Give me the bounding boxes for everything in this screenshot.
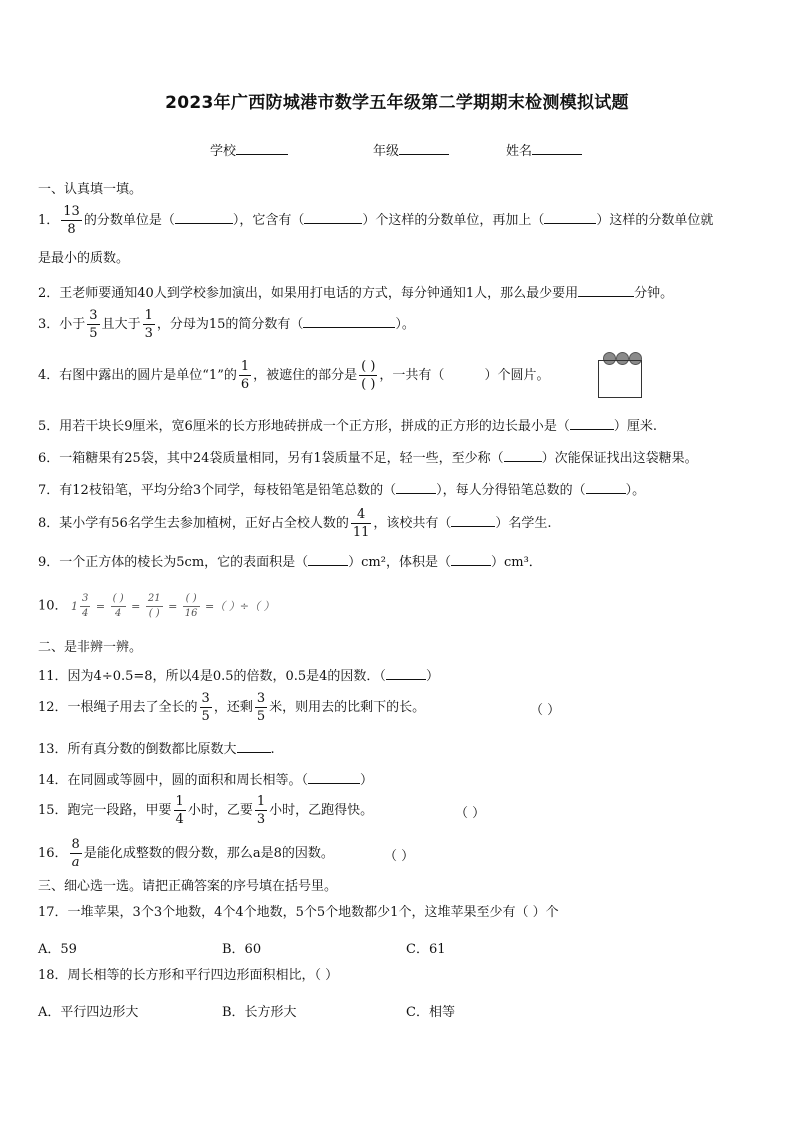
answer-blank[interactable]: [544, 211, 596, 224]
fraction-3-5: $\frac{3}{5}$: [256, 691, 266, 724]
question-2: 2．王老师要通知40人到学校参加演出，如果用打电话的方式，每分钟通知1人，那么最少要用 分钟。: [38, 286, 674, 301]
answer-blank[interactable]: [303, 315, 395, 328]
fraction-1-3: $\frac{1}{3}$: [144, 308, 153, 341]
option-b[interactable]: B．长方形大: [222, 1005, 297, 1020]
fraction-1-6: $\frac{1}{6}$: [240, 359, 250, 392]
grade-field: [373, 140, 449, 159]
fraction-13-8: $\frac{13}{8}$: [63, 204, 80, 237]
fraction-1-4: $\frac{1}{4}$: [175, 794, 184, 827]
question-1: 1． $\frac{13}{8}$ 的分数单位是（ ），它含有（ ）个这样的分数单位，再加上（ ）这样的分数单位就: [38, 204, 714, 237]
question-8: 8．某小学有56名学生去参加植树，正好占全校人数的 $\frac{4}{11}$ ，该校共有（ ）名学生.: [38, 507, 552, 540]
answer-blank[interactable]: [386, 667, 426, 680]
mixed-fraction: $\frac{3}{4}$: [82, 593, 89, 619]
question-17: 17．一堆苹果，3个3个地数，4个4个地数，5个5个地数都少1个，这堆苹果至少有（ ）个: [38, 905, 559, 920]
answer-blank[interactable]: [451, 553, 491, 566]
fraction-3-5: $\frac{3}{5}$: [89, 308, 98, 341]
blank-fraction[interactable]: $\frac{21}{( )}$: [147, 593, 161, 619]
answer-blank[interactable]: [304, 211, 362, 224]
school-blank[interactable]: [236, 142, 288, 155]
school-field: [210, 140, 288, 159]
name-blank[interactable]: [532, 142, 582, 155]
name-label: 姓名: [506, 144, 533, 159]
judge-paren[interactable]: （ ）: [455, 806, 486, 821]
answer-blank[interactable]: [308, 553, 348, 566]
question-18: 18．周长相等的长方形和平行四边形面积相比，（ ）: [38, 968, 339, 983]
question-12: 12．一根绳子用去了全长的 $\frac{3}{5}$ ，还剩 $\frac{3}{5}$ 米，则用去的比剩下的长。: [38, 691, 426, 724]
grade-label: 年级: [373, 144, 400, 159]
section-2-heading: 二、是非辨一辨。: [38, 640, 143, 655]
option-a[interactable]: A．平行四边形大: [38, 1005, 139, 1020]
judge-paren[interactable]: （ ）: [384, 849, 415, 864]
answer-blank[interactable]: [308, 771, 360, 784]
answer-blank[interactable]: [570, 417, 614, 430]
question-4: 4．右图中露出的圆片是单位“1”的 $\frac{1}{6}$ ，被遮住的部分是 $\frac{( )}{( )}$ ，一共有（ ）个圆片。: [38, 359, 550, 392]
judge-paren[interactable]: （ ）: [530, 703, 561, 718]
page-title: 2023年广西防城港市数学五年级第二学期期末检测模拟试题: [165, 93, 629, 113]
question-16: 16． $\frac{8}{a}$ 是能化成整数的假分数，那么a是8的因数。: [38, 837, 334, 870]
answer-blank[interactable]: [504, 449, 542, 462]
question-10: 10． 1 $\frac{3}{4}$ = $\frac{( )}{4}$ = $\frac{21}{( )}$ = $\frac{( )}{16}$ =（ ）÷（ ）: [38, 593, 275, 619]
answer-blank[interactable]: [175, 211, 233, 224]
blank-fraction[interactable]: $\frac{( )}{16}$: [184, 593, 198, 619]
question-7: 7．有12枝铅笔，平均分给3个同学，每枝铅笔是铅笔总数的（ ），每人分得铅笔总数的（ ）。: [38, 483, 646, 498]
question-13: 13．所有真分数的倒数都比原数大 .: [38, 742, 275, 757]
question-6: 6．一箱糖果有25袋，其中24袋质量相同，另有1袋质量不足，轻一些，至少称（ ）次能保证找出这袋糖果。: [38, 451, 698, 466]
question-15: 15．跑完一段路，甲要 $\frac{1}{4}$ 小时，乙要 $\frac{1}{3}$ 小时，乙跑得快。: [38, 794, 374, 827]
section-3-heading: 三、细心选一选。请把正确答案的序号填在括号里。: [38, 879, 338, 894]
answer-blank[interactable]: [578, 284, 634, 297]
question-5: 5．用若干块长9厘米，宽6厘米的长方形地砖拼成一个正方形，拼成的正方形的边长最小是（ ）厘米.: [38, 419, 657, 434]
answer-blank[interactable]: [396, 481, 436, 494]
blank-fraction[interactable]: $\frac{( )}{4}$: [112, 593, 124, 619]
option-c[interactable]: C．61: [406, 942, 446, 957]
fraction-1-3: $\frac{1}{3}$: [256, 794, 266, 827]
option-a[interactable]: A．59: [38, 942, 77, 957]
question-1-continued: 是最小的质数。: [38, 251, 130, 266]
question-14: 14．在同圆或等圆中，圆的面积和周长相等。（ ）: [38, 773, 374, 788]
answer-blank[interactable]: [237, 740, 271, 753]
fraction-4-11: $\frac{4}{11}$: [352, 507, 370, 540]
blank-fraction[interactable]: $\frac{( )}{( )}$: [361, 359, 376, 392]
grade-blank[interactable]: [399, 142, 449, 155]
answer-blank[interactable]: [451, 514, 495, 527]
answer-blank[interactable]: [586, 481, 626, 494]
fraction-3-5: $\frac{3}{5}$: [201, 691, 210, 724]
option-c[interactable]: C．相等: [406, 1005, 455, 1020]
name-field: [506, 140, 582, 159]
question-9: 9．一个正方体的棱长为5cm，它的表面积是（ ）cm²，体积是（ ）cm³．: [38, 555, 542, 570]
school-label: 学校: [210, 144, 237, 159]
fraction-8-a: $\frac{8}{a}$: [71, 837, 80, 870]
option-b[interactable]: B．60: [222, 942, 262, 957]
section-1-heading: 一、认真填一填。: [38, 182, 143, 197]
question-3: 3．小于 $\frac{3}{5}$ 且大于 $\frac{1}{3}$ ，分母为15的简分数有（ ）。: [38, 308, 415, 341]
question-11: 11．因为4÷0.5=8，所以4是0.5的倍数，0.5是4的因数．（ ）: [38, 669, 439, 684]
cover-box: [598, 360, 642, 398]
